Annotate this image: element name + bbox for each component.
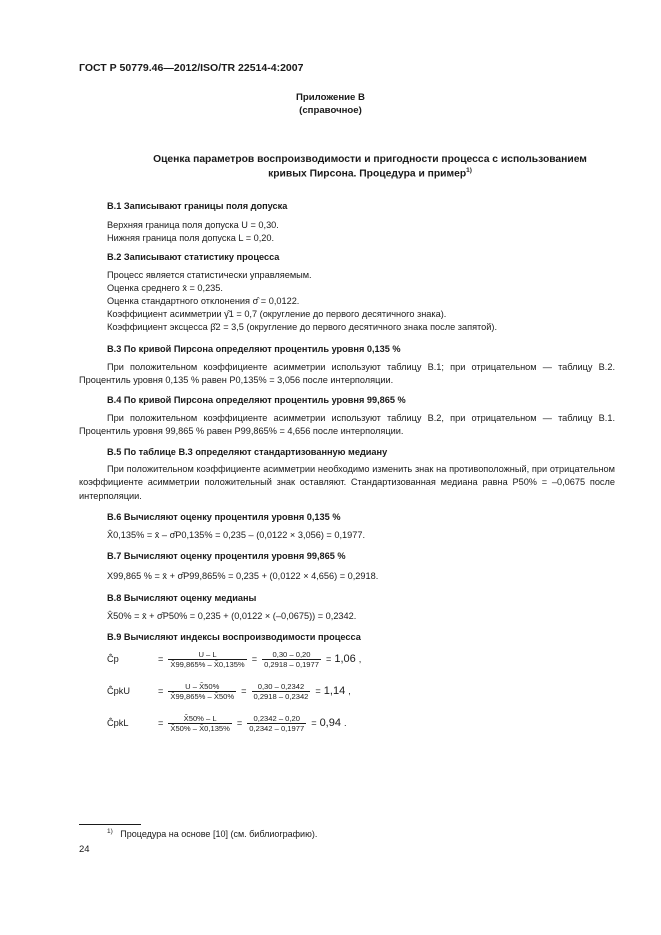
- cpku-fraction-symbolic: $\frac{U - X̂50\%}{X̂99,865\% - X̂50\%}$: [170, 682, 235, 702]
- text-b3: При положительном коэффициенте асимметрии используют таблицу В.1; при отрицательном — таблицу В.2. Процентиль уровня 0,135 % равен P0,135% = 3,056 после интерполяции.: [79, 362, 615, 386]
- text-b4: При положительном коэффициенте асимметрии используют таблицу В.2, при отрицательном — таблицу В.1. Процентиль уровня 99,865 % равен P99,865% = 4,656 после интерполяции.: [79, 413, 615, 437]
- cpkl-result: 0,94: [319, 717, 341, 730]
- stat-line-2: Оценка среднего x̄ = 0,235.: [107, 283, 223, 293]
- cpkl-fraction-symbolic: $\frac{X̂50\% - L}{X̂50\% - X̂0,135\%}$: [170, 714, 230, 734]
- formula-b6: X̂0,135% = x̄ – σ̂P0,135% = 0,235 – (0,0122 × 3,056) = 0,1977.: [107, 530, 366, 540]
- heading-b8: В.8 Вычисляют оценку медианы: [107, 593, 257, 603]
- stat-line-5: Коэффициент эксцесса β̂2 = 3,5 (округление до первого десятичного знака после запятой).: [107, 322, 498, 332]
- heading-b4: В.4 По кривой Пирсона определяют процентиль уровня 99,865 %: [107, 395, 406, 405]
- footnote-mark: 1): [107, 828, 113, 835]
- formula-cpku: ĈpkU = $\frac{U - X̂50\%}{X̂99,865\% - X̂50\%}$ = $\frac{0,30 - 0,2342}{0,2918 - 0,2342}$ = 1,14 ,: [107, 682, 351, 702]
- cpkl-symbol: ĈpkL: [107, 718, 129, 729]
- cp-fraction-symbolic: $\frac{U - L}{X̂99,865\% - X̂0,135\%}$: [170, 650, 245, 670]
- footnote-divider: [79, 824, 141, 825]
- formula-b8: X̂50% = x̄ + σ̂P50% = 0,235 + (0,0122 × (–0,0675)) = 0,2342.: [107, 611, 357, 621]
- stat-line-3: Оценка стандартного отклонения σ̂ = 0,0122.: [107, 296, 300, 306]
- title-line-1: Оценка параметров воспроизводимости и пригодности процесса с использованием: [153, 154, 587, 165]
- heading-b9: В.9 Вычисляют индексы воспроизводимости процесса: [107, 632, 361, 642]
- page-number: 24: [79, 844, 90, 855]
- cp-symbol: Ĉp: [107, 654, 119, 665]
- heading-b1: В.1 Записывают границы поля допуска: [107, 201, 288, 211]
- formula-cp: Ĉp = $\frac{U - L}{X̂99,865\% - X̂0,135\%}$ = $\frac{0,30 - 0,20}{0,2918 - 0,1977}$ = 1,06 ,: [107, 650, 362, 670]
- cpku-symbol: ĈpkU: [107, 686, 130, 697]
- cp-fraction-numeric: $\frac{0,30 - 0,20}{0,2918 - 0,1977}$: [264, 650, 319, 670]
- text-b5: При положительном коэффициенте асимметрии необходимо изменить знак на противоположный, при отрицательном коэффициенте асимметрии положительный знак оставляют. Стандартизованная медиана равна P50% = –0,0675 после интерполяции.: [79, 464, 615, 501]
- heading-b5: В.5 По таблице В.3 определяют стандартизованную медиану: [107, 447, 388, 457]
- footnote-text: Процедура на основе [10] (см. библиографию).: [120, 829, 318, 839]
- upper-limit: Верхняя граница поля допуска U = 0,30.: [107, 220, 279, 230]
- heading-b6: В.6 Вычисляют оценку процентиля уровня 0,135 %: [107, 512, 341, 522]
- lower-limit: Нижняя граница поля допуска L = 0,20.: [107, 233, 275, 243]
- formula-b7: X99,865 % = x̄ + σ̂P99,865% = 0,235 + (0,0122 × 4,656) = 0,2918.: [107, 571, 379, 581]
- appendix-kind: (справочное): [299, 105, 362, 116]
- cpku-fraction-numeric: $\frac{0,30 - 0,2342}{0,2918 - 0,2342}$: [253, 682, 309, 702]
- cpkl-fraction-numeric: $\frac{0,2342 - 0,20}{0,2342 - 0,1977}$: [249, 714, 305, 734]
- footnote-ref: 1): [466, 166, 472, 174]
- heading-b7: В.7 Вычисляют оценку процентиля уровня 99,865 %: [107, 551, 346, 561]
- title-line-2: кривых Пирсона. Процедура и пример$^{1)}$: [268, 166, 472, 180]
- cpku-result: 1,14: [323, 685, 346, 698]
- stat-line-1: Процесс является статистически управляемым.: [107, 270, 312, 280]
- heading-b2: В.2 Записывают статистику процесса: [107, 252, 280, 262]
- page-title: [79, 153, 661, 181]
- footnote: [107, 827, 317, 841]
- appendix-label: Приложение В: [296, 92, 365, 103]
- formula-cpkl: ĈpkL = $\frac{X̂50\% - L}{X̂50\% - X̂0,135\%}$ = $\frac{0,2342 - 0,20}{0,2342 - 0,1977}$ = 0,94 .: [107, 714, 347, 734]
- cp-result: 1,06: [334, 653, 356, 666]
- stat-line-4: Коэффициент асимметрии γ̂1 = 0,7 (округление до первого десятичного знака).: [107, 309, 447, 319]
- heading-b3: В.3 По кривой Пирсона определяют процентиль уровня 0,135 %: [107, 344, 401, 354]
- standard-header: ГОСТ Р 50779.46—2012/ISO/TR 22514-4:2007: [79, 62, 304, 74]
